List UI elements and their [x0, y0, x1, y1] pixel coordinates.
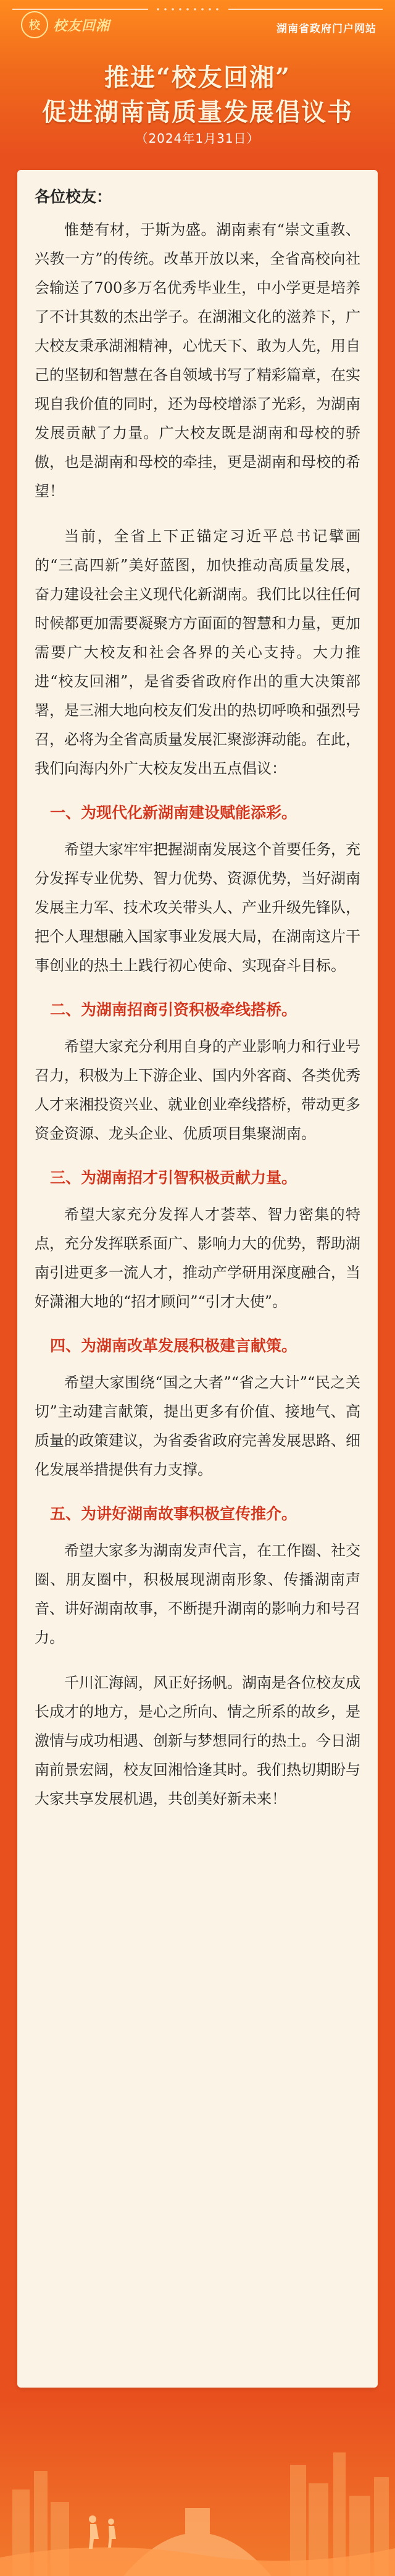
section-heading-5: 五、为讲好湖南故事积极宣传推介。 [50, 1505, 297, 1523]
logo-text: 校友回湘 [53, 17, 110, 34]
salutation: 各位校友： [35, 188, 112, 206]
closing-paragraph: 千川汇海阔，风正好扬帆。湖南是各位校友成长成才的地方，是心之所向、情之所系的故乡，是激情与成功相遇、创新与梦想同行的热土。今日湖南前景宏阔，校友回湘恰逢其时。我们热切期盼与大家共享发展机遇，共创美好新未来！ [35, 1674, 360, 1808]
letter-card [17, 170, 378, 2388]
section-body-3: 希望大家充分发挥人才荟萃、智力密集的特点，充分发挥联系面广、影响力大的优势，帮助湖南引进更多一流人才，推动产学研用深度融合，当好潇湘大地的“招才顾问”“引才大使”。 [35, 1206, 360, 1310]
header-banner [0, 0, 395, 158]
page-title-line1: 推进“校友回湘” [104, 63, 291, 92]
letter-content [35, 185, 360, 1830]
section-heading-3: 三、为湖南招才引智积极贡献力量。 [50, 1169, 297, 1187]
logo-emblem-icon: 校 [21, 11, 48, 38]
decorative-dots [154, 6, 222, 12]
section-heading-1: 一、为现代化新湖南建设赋能添彩。 [50, 804, 297, 822]
city-skyline-illustration [0, 2415, 395, 2576]
section-body-5: 希望大家多为湖南发声代言，在工作圈、社交圈、朋友圈中，积极展现湖南形象、传播湖南声音、讲好湖南故事，不断提升湖南的影响力和号召力。 [35, 1542, 360, 1646]
intro-paragraph-2: 当前，全省上下正锚定习近平总书记擘画的“三高四新”美好蓝图，加快推动高质量发展，奋力建设社会主义现代化新湖南。我们比以往任何时候都更加需要凝聚方方面面的智慧和力量，更加需要广大校友和社会各界的关心支持。大力推进“校友回湘”，是省委省政府作出的重大决策部署，是三湘大地向校友们发出的热切呼唤和强烈号召，必将为全省高质量发展汇聚澎湃动能。在此，我们向海内外广大校友发出五点倡议： [35, 528, 360, 777]
section-body-1: 希望大家牢牢把握湖南发展这个首要任务，充分发挥专业优势、智力优势、资源优势，当好湖南发展主力军、技术攻关带头人、产业升级先锋队，把个人理想融入国家事业发展大局，在湖南这片干事创业的热土上践行初心使命、实现奋斗目标。 [35, 841, 360, 974]
runner-silhouettes [89, 2515, 116, 2549]
publish-date: （2024年1月31日） [135, 131, 260, 146]
page-title-line2: 促进湖南高质量发展倡议书 [42, 98, 353, 127]
footer-banner [0, 2397, 395, 2576]
section-heading-4: 四、为湖南改革发展积极建言献策。 [50, 1337, 297, 1355]
source-site-name: 湖南省政府门户网站 [276, 23, 376, 35]
section-body-2: 希望大家充分利用自身的产业影响力和行业号召力，积极为上下游企业、国内外客商、各类优秀人才来湘投资兴业、就业创业牵线搭桥，带动更多资金资源、龙头企业、优质项目集聚湖南。 [35, 1038, 360, 1142]
section-body-4: 希望大家围绕“国之大者”“省之大计”“民之关切”主动建言献策，提出更多有价值、接地气、高质量的政策建议，为省委省政府完善发展思路、细化发展举措提供有力支撑。 [35, 1374, 360, 1478]
section-heading-2: 二、为湖南招商引资积极牵线搭桥。 [50, 1001, 297, 1019]
campaign-logo [21, 10, 110, 40]
decorative-line-right [228, 9, 383, 10]
intro-paragraph-1: 惟楚有材，于斯为盛。湖南素有“崇文重教、兴教一方”的传统。改革开放以来，全省高校向社会输送了700多万名优秀毕业生，中小学更是培养了不计其数的杰出学子。在湖湘文化的滋养下，广大校友秉承湖湘精神，心忧天下、敢为人先，用自己的坚韧和智慧在各自领域书写了精彩篇章，在实现自我价值的同时，还为母校增添了光彩，为湖南发展贡献了力量。广大校友既是湖南和母校的骄傲，也是湖南和母校的牵挂，更是湖南和母校的希望！ [35, 221, 360, 500]
